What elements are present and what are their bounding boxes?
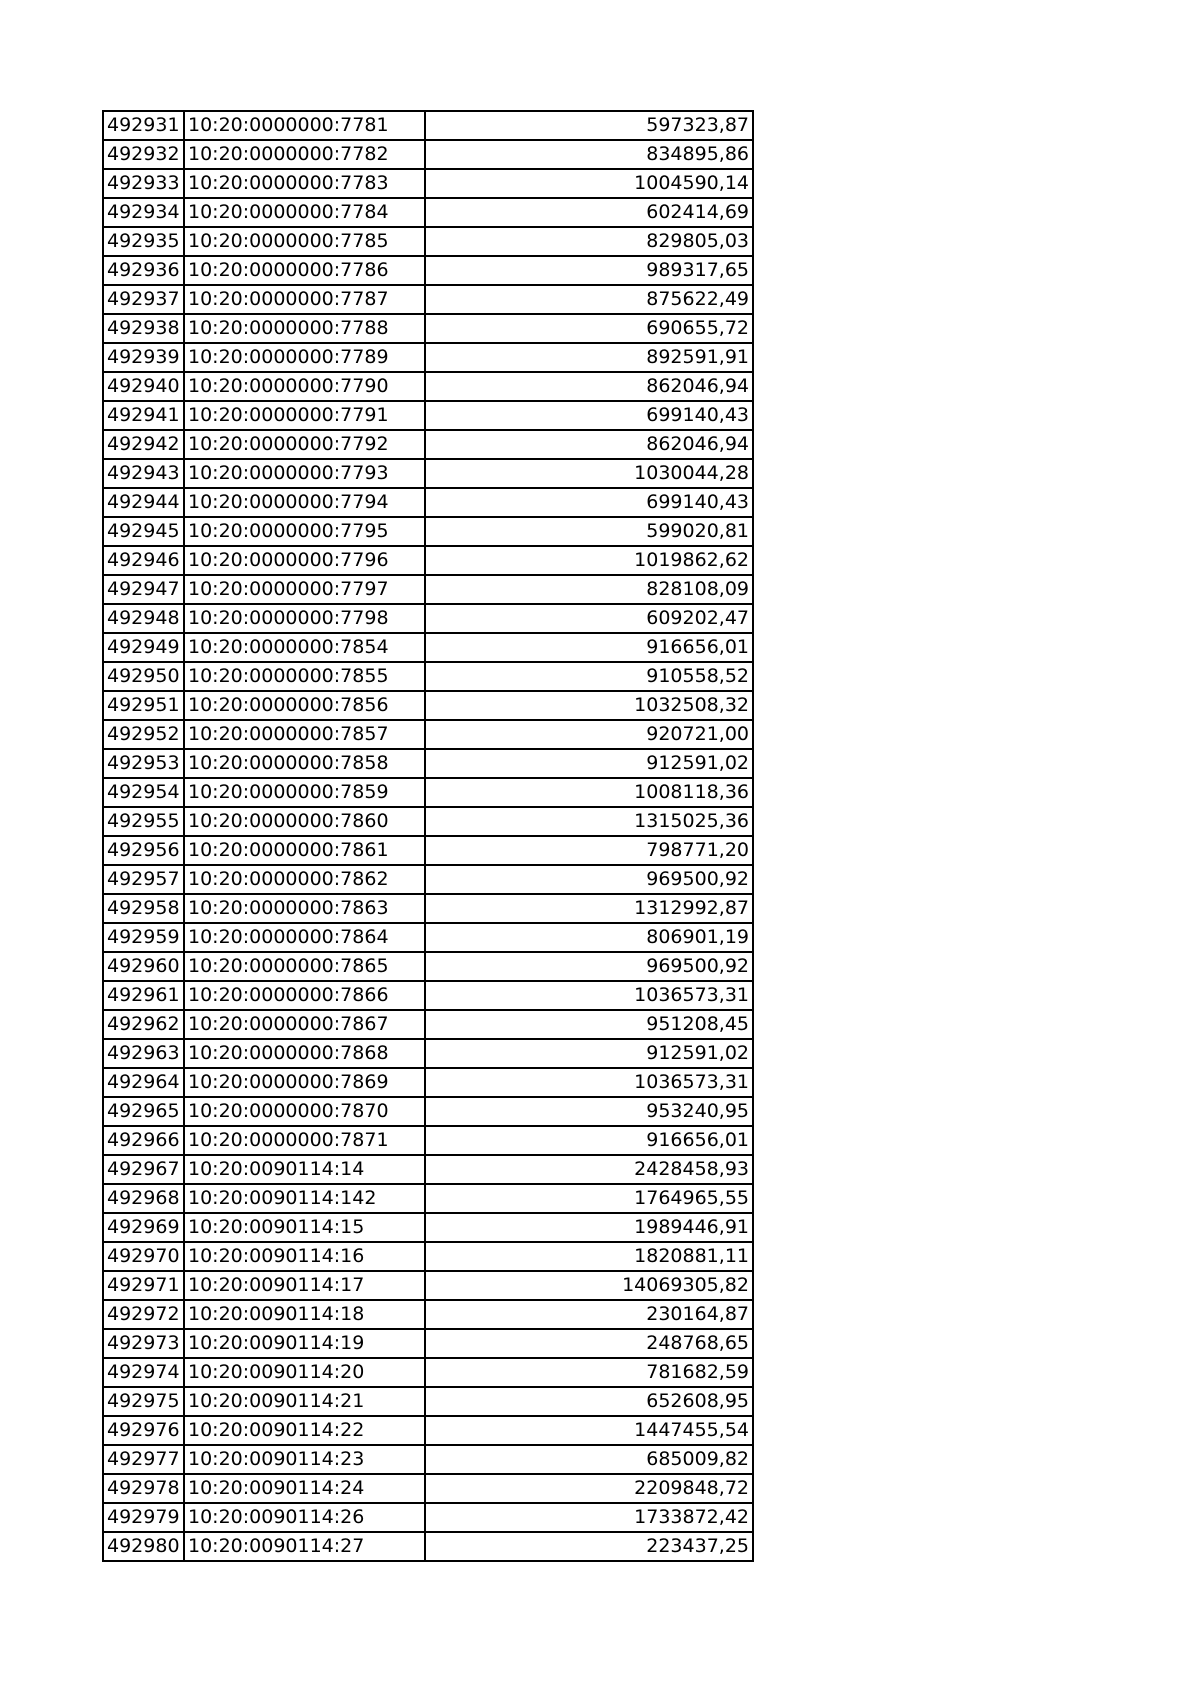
- value-cell: 690655,72: [425, 314, 753, 343]
- table-row: [103, 169, 753, 198]
- table-row: [103, 1242, 753, 1271]
- row-id-cell: 492976: [103, 1416, 184, 1445]
- cadastral-number-cell: 10:20:0000000:7793: [184, 459, 425, 488]
- row-id-cell: 492966: [103, 1126, 184, 1155]
- cadastral-number-cell: 10:20:0000000:7857: [184, 720, 425, 749]
- row-id-cell: 492950: [103, 662, 184, 691]
- table-row: [103, 865, 753, 894]
- table-row: [103, 1358, 753, 1387]
- table-row: [103, 1010, 753, 1039]
- value-cell: 1008118,36: [425, 778, 753, 807]
- cadastral-number-cell: 10:20:0000000:7797: [184, 575, 425, 604]
- value-cell: 953240,95: [425, 1097, 753, 1126]
- value-cell: 1036573,31: [425, 1068, 753, 1097]
- row-id-cell: 492972: [103, 1300, 184, 1329]
- cadastral-number-cell: 10:20:0000000:7860: [184, 807, 425, 836]
- value-cell: 699140,43: [425, 401, 753, 430]
- cadastral-number-cell: 10:20:0000000:7794: [184, 488, 425, 517]
- table-row: [103, 198, 753, 227]
- cadastral-number-cell: 10:20:0000000:7784: [184, 198, 425, 227]
- cadastral-number-cell: 10:20:0000000:7787: [184, 285, 425, 314]
- cadastral-number-cell: 10:20:0000000:7786: [184, 256, 425, 285]
- cadastral-number-cell: 10:20:0090114:27: [184, 1532, 425, 1561]
- table-row: [103, 517, 753, 546]
- value-cell: 951208,45: [425, 1010, 753, 1039]
- table-row: [103, 778, 753, 807]
- table-row: [103, 836, 753, 865]
- value-cell: 1989446,91: [425, 1213, 753, 1242]
- row-id-cell: 492946: [103, 546, 184, 575]
- table-row: [103, 807, 753, 836]
- cadastral-number-cell: 10:20:0000000:7789: [184, 343, 425, 372]
- value-cell: 916656,01: [425, 633, 753, 662]
- table-row: [103, 604, 753, 633]
- value-cell: 806901,19: [425, 923, 753, 952]
- cadastral-number-cell: 10:20:0000000:7795: [184, 517, 425, 546]
- value-cell: 1030044,28: [425, 459, 753, 488]
- row-id-cell: 492960: [103, 952, 184, 981]
- row-id-cell: 492957: [103, 865, 184, 894]
- table-row: [103, 1155, 753, 1184]
- table-row: [103, 343, 753, 372]
- cadastral-number-cell: 10:20:0090114:20: [184, 1358, 425, 1387]
- value-cell: 1019862,62: [425, 546, 753, 575]
- table-row: [103, 720, 753, 749]
- cadastral-number-cell: 10:20:0090114:26: [184, 1503, 425, 1532]
- table-row: [103, 981, 753, 1010]
- cadastral-number-cell: 10:20:0090114:15: [184, 1213, 425, 1242]
- table-row: [103, 1213, 753, 1242]
- row-id-cell: 492947: [103, 575, 184, 604]
- row-id-cell: 492974: [103, 1358, 184, 1387]
- value-cell: 230164,87: [425, 1300, 753, 1329]
- value-cell: 862046,94: [425, 372, 753, 401]
- cadastral-number-cell: 10:20:0000000:7854: [184, 633, 425, 662]
- value-cell: 920721,00: [425, 720, 753, 749]
- table-row: [103, 140, 753, 169]
- value-cell: 781682,59: [425, 1358, 753, 1387]
- row-id-cell: 492934: [103, 198, 184, 227]
- row-id-cell: 492939: [103, 343, 184, 372]
- value-cell: 989317,65: [425, 256, 753, 285]
- table-row: [103, 749, 753, 778]
- value-cell: 828108,09: [425, 575, 753, 604]
- value-cell: 602414,69: [425, 198, 753, 227]
- row-id-cell: 492975: [103, 1387, 184, 1416]
- row-id-cell: 492948: [103, 604, 184, 633]
- cadastral-number-cell: 10:20:0090114:14: [184, 1155, 425, 1184]
- value-cell: 599020,81: [425, 517, 753, 546]
- cadastral-number-cell: 10:20:0000000:7868: [184, 1039, 425, 1068]
- value-cell: 875622,49: [425, 285, 753, 314]
- table-row: [103, 1271, 753, 1300]
- table-row: [103, 227, 753, 256]
- value-cell: 1315025,36: [425, 807, 753, 836]
- row-id-cell: 492973: [103, 1329, 184, 1358]
- cadastral-number-cell: 10:20:0090114:22: [184, 1416, 425, 1445]
- cadastral-number-cell: 10:20:0090114:16: [184, 1242, 425, 1271]
- cadastral-value-table: [102, 110, 754, 1562]
- table-row: [103, 691, 753, 720]
- table-row: [103, 1445, 753, 1474]
- cadastral-number-cell: 10:20:0000000:7867: [184, 1010, 425, 1039]
- row-id-cell: 492967: [103, 1155, 184, 1184]
- table-row: [103, 1300, 753, 1329]
- cadastral-number-cell: 10:20:0000000:7869: [184, 1068, 425, 1097]
- row-id-cell: 492944: [103, 488, 184, 517]
- value-cell: 1447455,54: [425, 1416, 753, 1445]
- row-id-cell: 492955: [103, 807, 184, 836]
- cadastral-number-cell: 10:20:0000000:7796: [184, 546, 425, 575]
- cadastral-number-cell: 10:20:0000000:7855: [184, 662, 425, 691]
- cadastral-number-cell: 10:20:0000000:7870: [184, 1097, 425, 1126]
- cadastral-number-cell: 10:20:0000000:7791: [184, 401, 425, 430]
- value-cell: 1764965,55: [425, 1184, 753, 1213]
- value-cell: 892591,91: [425, 343, 753, 372]
- table-row: [103, 372, 753, 401]
- row-id-cell: 492964: [103, 1068, 184, 1097]
- row-id-cell: 492953: [103, 749, 184, 778]
- value-cell: 2428458,93: [425, 1155, 753, 1184]
- row-id-cell: 492979: [103, 1503, 184, 1532]
- table-row: [103, 1097, 753, 1126]
- table-row: [103, 285, 753, 314]
- value-cell: 1004590,14: [425, 169, 753, 198]
- value-cell: 969500,92: [425, 952, 753, 981]
- value-cell: 248768,65: [425, 1329, 753, 1358]
- table-row: [103, 546, 753, 575]
- value-cell: 829805,03: [425, 227, 753, 256]
- cadastral-number-cell: 10:20:0000000:7782: [184, 140, 425, 169]
- value-cell: 834895,86: [425, 140, 753, 169]
- value-cell: 798771,20: [425, 836, 753, 865]
- value-cell: 1312992,87: [425, 894, 753, 923]
- row-id-cell: 492962: [103, 1010, 184, 1039]
- row-id-cell: 492935: [103, 227, 184, 256]
- value-cell: 912591,02: [425, 1039, 753, 1068]
- row-id-cell: 492941: [103, 401, 184, 430]
- value-cell: 14069305,82: [425, 1271, 753, 1300]
- cadastral-number-cell: 10:20:0000000:7785: [184, 227, 425, 256]
- row-id-cell: 492932: [103, 140, 184, 169]
- row-id-cell: 492938: [103, 314, 184, 343]
- cadastral-number-cell: 10:20:0000000:7792: [184, 430, 425, 459]
- cadastral-number-cell: 10:20:0090114:18: [184, 1300, 425, 1329]
- row-id-cell: 492971: [103, 1271, 184, 1300]
- row-id-cell: 492937: [103, 285, 184, 314]
- row-id-cell: 492945: [103, 517, 184, 546]
- value-cell: 652608,95: [425, 1387, 753, 1416]
- cadastral-number-cell: 10:20:0090114:21: [184, 1387, 425, 1416]
- cadastral-number-cell: 10:20:0000000:7863: [184, 894, 425, 923]
- row-id-cell: 492936: [103, 256, 184, 285]
- cadastral-number-cell: 10:20:0090114:24: [184, 1474, 425, 1503]
- cadastral-number-cell: 10:20:0090114:23: [184, 1445, 425, 1474]
- value-cell: 969500,92: [425, 865, 753, 894]
- table-row: [103, 894, 753, 923]
- table-row: [103, 952, 753, 981]
- cadastral-number-cell: 10:20:0000000:7861: [184, 836, 425, 865]
- row-id-cell: 492968: [103, 1184, 184, 1213]
- row-id-cell: 492954: [103, 778, 184, 807]
- cadastral-number-cell: 10:20:0000000:7856: [184, 691, 425, 720]
- table-row: [103, 575, 753, 604]
- row-id-cell: 492940: [103, 372, 184, 401]
- value-cell: 912591,02: [425, 749, 753, 778]
- cadastral-number-cell: 10:20:0000000:7798: [184, 604, 425, 633]
- cadastral-number-cell: 10:20:0090114:17: [184, 1271, 425, 1300]
- row-id-cell: 492952: [103, 720, 184, 749]
- cadastral-number-cell: 10:20:0090114:19: [184, 1329, 425, 1358]
- cadastral-number-cell: 10:20:0000000:7865: [184, 952, 425, 981]
- row-id-cell: 492951: [103, 691, 184, 720]
- value-cell: 685009,82: [425, 1445, 753, 1474]
- cadastral-number-cell: 10:20:0000000:7864: [184, 923, 425, 952]
- table-row: [103, 459, 753, 488]
- cadastral-number-cell: 10:20:0000000:7859: [184, 778, 425, 807]
- cadastral-number-cell: 10:20:0000000:7781: [184, 111, 425, 140]
- row-id-cell: 492933: [103, 169, 184, 198]
- value-cell: 910558,52: [425, 662, 753, 691]
- cadastral-number-cell: 10:20:0000000:7783: [184, 169, 425, 198]
- row-id-cell: 492949: [103, 633, 184, 662]
- table-row: [103, 256, 753, 285]
- row-id-cell: 492965: [103, 1097, 184, 1126]
- row-id-cell: 492969: [103, 1213, 184, 1242]
- table-row: [103, 1503, 753, 1532]
- row-id-cell: 492970: [103, 1242, 184, 1271]
- table-row: [103, 430, 753, 459]
- value-cell: 609202,47: [425, 604, 753, 633]
- table-row: [103, 1068, 753, 1097]
- cadastral-number-cell: 10:20:0000000:7790: [184, 372, 425, 401]
- value-cell: 699140,43: [425, 488, 753, 517]
- cadastral-number-cell: 10:20:0000000:7788: [184, 314, 425, 343]
- row-id-cell: 492958: [103, 894, 184, 923]
- cadastral-number-cell: 10:20:0000000:7866: [184, 981, 425, 1010]
- table-row: [103, 1416, 753, 1445]
- value-cell: 862046,94: [425, 430, 753, 459]
- row-id-cell: 492977: [103, 1445, 184, 1474]
- table-row: [103, 314, 753, 343]
- cadastral-number-cell: 10:20:0090114:142: [184, 1184, 425, 1213]
- row-id-cell: 492931: [103, 111, 184, 140]
- row-id-cell: 492961: [103, 981, 184, 1010]
- table-row: [103, 1039, 753, 1068]
- value-cell: 223437,25: [425, 1532, 753, 1561]
- table-body: [103, 111, 753, 1561]
- value-cell: 916656,01: [425, 1126, 753, 1155]
- value-cell: 1733872,42: [425, 1503, 753, 1532]
- cadastral-number-cell: 10:20:0000000:7871: [184, 1126, 425, 1155]
- value-cell: 597323,87: [425, 111, 753, 140]
- table-row: [103, 1329, 753, 1358]
- row-id-cell: 492978: [103, 1474, 184, 1503]
- value-cell: 1036573,31: [425, 981, 753, 1010]
- table-row: [103, 1387, 753, 1416]
- table-row: [103, 488, 753, 517]
- row-id-cell: 492959: [103, 923, 184, 952]
- row-id-cell: 492943: [103, 459, 184, 488]
- table-row: [103, 662, 753, 691]
- value-cell: 1032508,32: [425, 691, 753, 720]
- table-row: [103, 401, 753, 430]
- table-row: [103, 1184, 753, 1213]
- cadastral-number-cell: 10:20:0000000:7858: [184, 749, 425, 778]
- row-id-cell: 492963: [103, 1039, 184, 1068]
- value-cell: 2209848,72: [425, 1474, 753, 1503]
- table-row: [103, 1126, 753, 1155]
- row-id-cell: 492942: [103, 430, 184, 459]
- row-id-cell: 492956: [103, 836, 184, 865]
- table-row: [103, 923, 753, 952]
- table-row: [103, 633, 753, 662]
- table-row: [103, 111, 753, 140]
- cadastral-number-cell: 10:20:0000000:7862: [184, 865, 425, 894]
- value-cell: 1820881,11: [425, 1242, 753, 1271]
- table-row: [103, 1474, 753, 1503]
- table-row: [103, 1532, 753, 1561]
- row-id-cell: 492980: [103, 1532, 184, 1561]
